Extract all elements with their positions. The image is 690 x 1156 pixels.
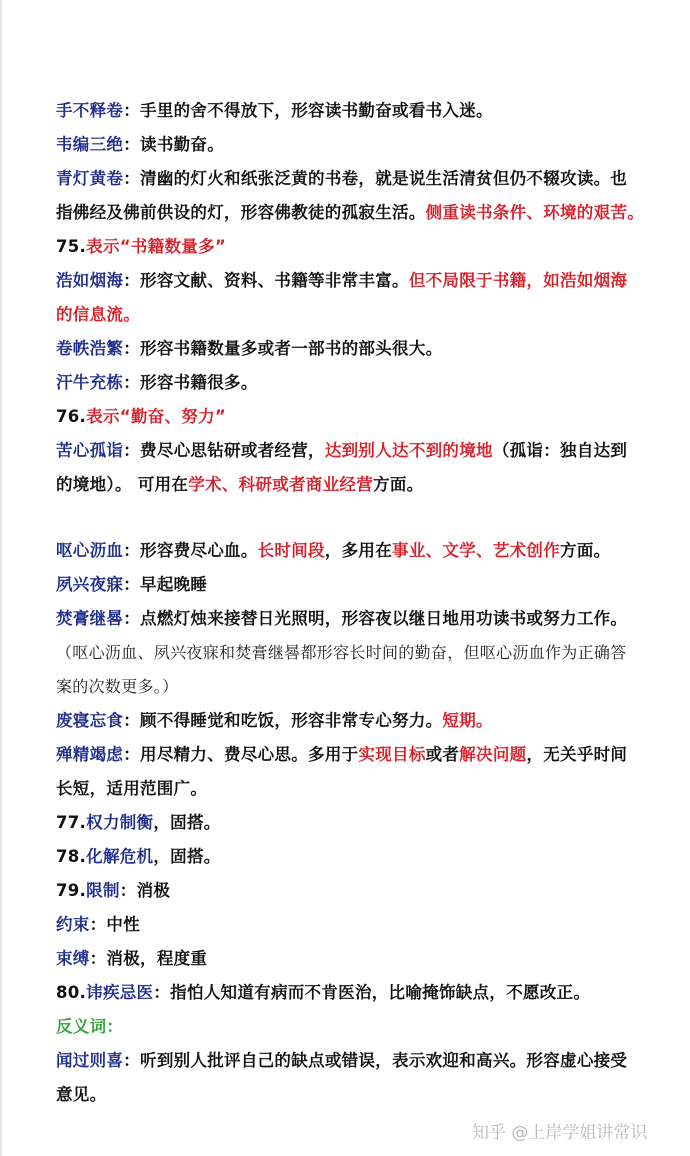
section-heading: 80.讳疾忌医：指怕人知道有病而不肯医治，比喻掩饰缺点，不愿改正。 [56,983,591,1002]
definition: ，固搭。 [153,813,221,832]
term: 浩如烟海 [56,271,124,290]
term: 韦编三绝 [56,135,124,154]
entry-line: 束缚：消极，程度重 [56,949,208,968]
highlight: 长时间段 [257,541,325,560]
definition: 清幽的灯火和纸张泛黄的书卷，就是说生活清贫但仍不辍攻读。也 [140,169,628,188]
definition: 形容书籍很多。 [140,373,258,392]
section-number: 75. [56,237,87,256]
definition: 形容费尽心血。 [140,541,258,560]
section-number: 80. [56,983,87,1002]
zhihu-watermark: 知乎 @上岸学姐讲常识 [472,1123,648,1143]
term: 夙兴夜寐 [56,575,124,594]
definition: 消极，程度重 [106,949,208,968]
highlight: 但不局限于书籍，如浩如烟海 [408,271,628,290]
definition: 读书勤奋。 [140,135,225,154]
definition: 长短，适用范围广。 [56,779,208,798]
entry-line: 焚膏继晷：点燃灯烛来接替日光照明，形容夜以继日地用功读书或努力工作。 [56,609,628,628]
definition: 的境地）。 可用在 [56,475,189,494]
term: 化解危机 [86,847,154,866]
definition: 方面。 [373,475,424,494]
antonym-heading [56,1016,680,1038]
highlight: 侧重读书条件、环境的艰苦。 [425,203,645,222]
definition: 听到别人批评自己的缺点或错误，表示欢迎和高兴。形容虚心接受 [140,1051,628,1070]
term: 汗牛充栋 [56,373,124,392]
term: 焚膏继晷 [56,609,124,628]
entry-line: 殚精竭虑：用尽精力、费尽心思。多用于实现目标或者解决问题，无关乎时间 [56,745,628,764]
term: 限制 [86,881,120,900]
entry-line: 青灯黄卷：清幽的灯火和纸张泛黄的书卷，就是说生活清贫但仍不辍攻读。也 [56,169,628,188]
section-number: 76. [56,407,87,426]
entry-line: 约束：中性 [56,915,141,934]
entry-line: 手不释卷：手里的舍不得放下，形容读书勤奋或看书入迷。 [56,101,493,120]
definition: （孤诣：独自达到 [492,441,628,460]
definition: ，固搭。 [153,847,221,866]
highlight: 事业、文学、艺术创作 [392,541,561,560]
section-number: 77. [56,813,87,832]
note-line: （呕心沥血、夙兴夜寐和焚膏继晷都形容长时间的勤奋，但呕心沥血作为正确答 [56,643,627,662]
definition: 形容书籍数量多或者一部书的部头很大。 [140,339,443,358]
definition: 费尽心思钻研或者经营， [140,441,325,460]
term: 约束 [56,915,90,934]
highlight: 的信息流。 [56,305,140,324]
entry-line: 废寝忘食：顾不得睡觉和吃饭，形容非常专心努力。短期。 [56,711,493,730]
section-heading [56,812,680,834]
entry-line [56,474,680,496]
entry-line: 夙兴夜寐：早起晚睡 [56,575,208,594]
entry-line: 苦心孤诣：费尽心思钻研或者经营，达到别人达不到的境地（孤诣：独自达到 [56,441,628,460]
definition: 形容文献、资料、书籍等非常丰富。 [140,271,409,290]
definition: 消极 [136,881,171,900]
definition: 指怕人知道有病而不肯医治，比喻掩饰缺点，不愿改正。 [170,983,591,1002]
definition: 指佛经及佛前供设的灯，形容佛教徒的孤寂生活。 [56,203,426,222]
highlight: 学术、科研或者商业经营 [188,475,374,494]
entry-line: 汗牛充栋：形容书籍很多。 [56,373,258,392]
entry-line: 呕心沥血：形容费尽心血。长时间段，多用在事业、文学、艺术创作方面。 [56,541,611,560]
section-number: 78. [56,847,87,866]
definition: 方面。 [560,541,611,560]
section-heading: 79.限制：消极 [56,881,171,900]
section-number: 79. [56,881,87,900]
antonym-label: 反义词： [56,1017,124,1036]
section-heading [56,846,680,868]
highlight: 实现目标 [358,745,426,764]
definition: 意见。 [56,1085,107,1104]
definition: ，无关乎时间 [526,745,628,764]
term: 呕心沥血 [56,541,124,560]
highlight: 解决问题 [459,745,527,764]
entry-line [56,778,680,800]
highlight: 短期。 [442,711,493,730]
term: 卷帙浩繁 [56,339,124,358]
term: 束缚 [56,949,90,968]
section-title: 表示“勤奋、努力” [86,407,227,426]
entry-line: 韦编三绝：读书勤奋。 [56,135,225,154]
definition: ，多用在 [324,541,393,560]
term: 手不释卷 [56,101,124,120]
entry-line [56,304,680,326]
entry-line: 闻过则喜：听到别人批评自己的缺点或错误，表示欢迎和高兴。形容虚心接受 [56,1051,628,1070]
entry-line: 卷帙浩繁：形容书籍数量多或者一部书的部头很大。 [56,339,443,358]
term: 废寝忘食 [56,711,124,730]
term: 权力制衡 [86,813,154,832]
term: 苦心孤诣 [56,441,124,460]
term: 青灯黄卷 [56,169,124,188]
term: 殚精竭虑 [56,745,124,764]
definition: 中性 [106,915,141,934]
definition: 顾不得睡觉和吃饭，形容非常专心努力。 [140,711,443,730]
definition: 用尽精力、费尽心思。多用于 [140,745,359,764]
definition: 或者 [425,745,460,764]
definition: 点燃灯烛来接替日光照明，形容夜以继日地用功读书或努力工作。 [140,609,628,628]
term: 闻过则喜 [56,1051,124,1070]
entry-line [56,202,680,224]
definition: 手里的舍不得放下，形容读书勤奋或看书入迷。 [140,101,493,120]
section-heading [56,236,680,258]
highlight: 达到别人达不到的境地 [324,441,493,460]
section-title: 表示“书籍数量多” [86,237,227,256]
entry-line [56,1084,680,1106]
term: 讳疾忌医 [86,983,154,1002]
section-heading [56,406,680,428]
entry-line: 浩如烟海：形容文献、资料、书籍等非常丰富。但不局限于书籍，如浩如烟海 [56,271,628,290]
note-line: 案的次数更多。） [56,677,179,696]
definition: 早起晚睡 [140,575,208,594]
